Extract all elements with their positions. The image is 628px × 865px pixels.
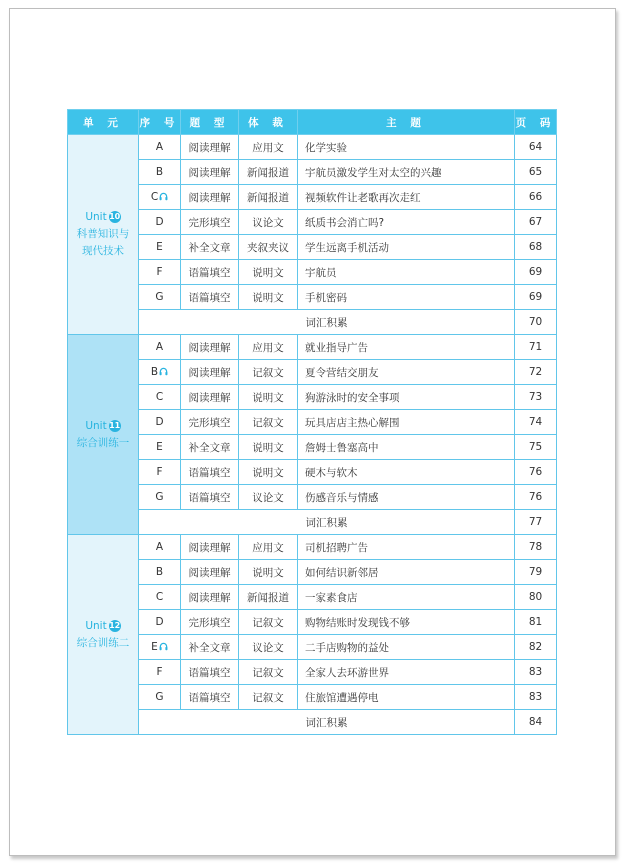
topic-cell: 伤感音乐与情感	[298, 485, 515, 510]
seq-cell	[139, 335, 181, 360]
seq-label: G	[155, 491, 164, 503]
seq-label: A	[155, 541, 164, 553]
genre-cell: 说明文	[239, 560, 298, 585]
genre-cell: 说明文	[239, 435, 298, 460]
topic-cell: 玩具店店主热心解围	[298, 410, 515, 435]
seq-cell	[139, 260, 181, 285]
genre-cell: 说明文	[239, 285, 298, 310]
vocab-page: 77	[515, 510, 557, 535]
type-cell: 阅读理解	[181, 535, 239, 560]
seq-cell	[139, 385, 181, 410]
unit-title-line: 现代技术	[82, 245, 124, 257]
seq-label: B	[155, 166, 164, 178]
type-cell: 补全文章	[181, 235, 239, 260]
seq-label: E	[151, 640, 158, 653]
page-cell: 65	[515, 160, 557, 185]
headphones-icon	[159, 367, 168, 379]
genre-cell: 记叙文	[239, 660, 298, 685]
page-cell: 71	[515, 335, 557, 360]
page-cell: 78	[515, 535, 557, 560]
seq-label: E	[156, 441, 163, 453]
table-row	[68, 335, 557, 360]
topic-cell: 狗游泳时的安全事项	[298, 385, 515, 410]
genre-cell: 说明文	[239, 260, 298, 285]
seq-label: C	[155, 591, 164, 603]
topic-cell: 如何结识新邻居	[298, 560, 515, 585]
header-type: 题 型	[181, 110, 239, 135]
type-cell: 阅读理解	[181, 560, 239, 585]
table-row	[68, 210, 557, 235]
seq-cell	[139, 635, 181, 660]
vocab-row	[68, 510, 557, 535]
vocab-page: 84	[515, 710, 557, 735]
vocab-row	[68, 310, 557, 335]
seq-cell	[139, 610, 181, 635]
seq-label: F	[156, 466, 163, 478]
page-cell: 76	[515, 460, 557, 485]
header-seq: 序 号	[139, 110, 181, 135]
topic-cell: 住旅馆遭遇停电	[298, 685, 515, 710]
type-cell: 阅读理解	[181, 185, 239, 210]
seq-label: E	[156, 241, 163, 253]
table-row	[68, 135, 557, 160]
seq-cell	[139, 460, 181, 485]
seq-cell	[139, 435, 181, 460]
seq-cell	[139, 360, 181, 385]
genre-cell: 记叙文	[239, 360, 298, 385]
type-cell: 语篇填空	[181, 460, 239, 485]
seq-cell	[139, 585, 181, 610]
page-cell: 69	[515, 260, 557, 285]
seq-cell	[139, 685, 181, 710]
page-cell: 83	[515, 685, 557, 710]
genre-cell: 记叙文	[239, 410, 298, 435]
table-row	[68, 185, 557, 210]
vocab-label: 词汇积累	[139, 710, 515, 735]
topic-cell: 视频软件让老歌再次走红	[298, 185, 515, 210]
seq-cell	[139, 210, 181, 235]
header-unit: 单 元	[68, 110, 139, 135]
genre-cell: 应用文	[239, 135, 298, 160]
seq-cell	[139, 160, 181, 185]
seq-label: C	[155, 391, 164, 403]
type-cell: 阅读理解	[181, 360, 239, 385]
unit-cell	[68, 135, 139, 335]
header-topic: 主 题	[298, 110, 515, 135]
type-cell: 阅读理解	[181, 585, 239, 610]
page-cell: 64	[515, 135, 557, 160]
unit-number-badge: 12	[109, 620, 121, 630]
genre-cell: 应用文	[239, 535, 298, 560]
type-cell: 补全文章	[181, 435, 239, 460]
genre-cell: 说明文	[239, 460, 298, 485]
topic-cell: 纸质书会消亡吗?	[298, 210, 515, 235]
genre-cell: 新闻报道	[239, 585, 298, 610]
type-cell: 阅读理解	[181, 135, 239, 160]
topic-cell: 宇航员激发学生对太空的兴趣	[298, 160, 515, 185]
header-genre: 体 裁	[239, 110, 298, 135]
page-cell: 72	[515, 360, 557, 385]
table-row	[68, 685, 557, 710]
seq-cell	[139, 660, 181, 685]
page-cell: 79	[515, 560, 557, 585]
genre-cell: 应用文	[239, 335, 298, 360]
vocab-label: 词汇积累	[139, 510, 515, 535]
type-cell: 补全文章	[181, 635, 239, 660]
type-cell: 语篇填空	[181, 685, 239, 710]
page-cell: 75	[515, 435, 557, 460]
topic-cell: 手机密码	[298, 285, 515, 310]
genre-cell: 议论文	[239, 485, 298, 510]
seq-label: D	[155, 216, 164, 228]
unit-number-badge: 11	[109, 420, 121, 430]
vocab-page: 70	[515, 310, 557, 335]
topic-cell: 化学实验	[298, 135, 515, 160]
type-cell: 完形填空	[181, 410, 239, 435]
seq-label: G	[155, 291, 164, 303]
type-cell: 阅读理解	[181, 160, 239, 185]
table-row	[68, 585, 557, 610]
table-row	[68, 560, 557, 585]
genre-cell: 说明文	[239, 385, 298, 410]
unit-title-line: 科普知识与	[76, 228, 130, 240]
page-cell: 69	[515, 285, 557, 310]
seq-cell	[139, 235, 181, 260]
topic-cell: 学生远离手机活动	[298, 235, 515, 260]
table-row	[68, 235, 557, 260]
unit-cell	[68, 535, 139, 735]
vocab-row	[68, 710, 557, 735]
table-row	[68, 260, 557, 285]
seq-label: F	[156, 666, 163, 678]
seq-cell	[139, 410, 181, 435]
type-cell: 完形填空	[181, 610, 239, 635]
seq-label: A	[155, 141, 164, 153]
seq-cell	[139, 535, 181, 560]
unit-title-line: 综合训练一	[76, 436, 130, 449]
table-row	[68, 635, 557, 660]
table-row	[68, 360, 557, 385]
table-row	[68, 460, 557, 485]
table-row	[68, 160, 557, 185]
headphones-icon	[159, 642, 168, 654]
page-cell: 81	[515, 610, 557, 635]
page-cell: 68	[515, 235, 557, 260]
type-cell: 语篇填空	[181, 260, 239, 285]
topic-cell: 宇航员	[298, 260, 515, 285]
header-page: 页 码	[515, 110, 557, 135]
type-cell: 语篇填空	[181, 485, 239, 510]
topic-cell: 司机招聘广告	[298, 535, 515, 560]
seq-label: B	[150, 365, 159, 378]
genre-cell: 记叙文	[239, 685, 298, 710]
page-cell: 66	[515, 185, 557, 210]
type-cell: 阅读理解	[181, 385, 239, 410]
seq-label: F	[156, 266, 163, 278]
topic-cell: 硬木与软木	[298, 460, 515, 485]
page-cell: 74	[515, 410, 557, 435]
page-cell: 80	[515, 585, 557, 610]
table-of-contents	[67, 109, 557, 735]
seq-cell	[139, 560, 181, 585]
seq-label: B	[155, 566, 164, 578]
topic-cell: 全家人去环游世界	[298, 660, 515, 685]
genre-cell: 新闻报道	[239, 160, 298, 185]
seq-label: G	[155, 691, 164, 703]
page-cell: 67	[515, 210, 557, 235]
table-row	[68, 410, 557, 435]
header-row	[68, 110, 557, 135]
seq-label: D	[155, 616, 164, 628]
seq-cell	[139, 485, 181, 510]
table-row	[68, 285, 557, 310]
table-row	[68, 660, 557, 685]
table-row	[68, 535, 557, 560]
unit-word: Unit	[85, 419, 107, 432]
seq-label: C	[150, 190, 159, 203]
seq-cell	[139, 185, 181, 210]
seq-cell	[139, 135, 181, 160]
topic-cell: 就业指导广告	[298, 335, 515, 360]
page-cell: 76	[515, 485, 557, 510]
table-row	[68, 435, 557, 460]
topic-cell: 购物结账时发现钱不够	[298, 610, 515, 635]
unit-number-badge: 10	[109, 212, 121, 221]
table-row	[68, 385, 557, 410]
seq-cell	[139, 285, 181, 310]
page-cell: 83	[515, 660, 557, 685]
topic-cell: 一家素食店	[298, 585, 515, 610]
unit-word: Unit	[85, 619, 107, 632]
unit-cell	[68, 335, 139, 535]
unit-title-line: 综合训练二	[76, 636, 130, 649]
genre-cell: 新闻报道	[239, 185, 298, 210]
genre-cell: 记叙文	[239, 610, 298, 635]
type-cell: 语篇填空	[181, 660, 239, 685]
topic-cell: 詹姆士鲁塞高中	[298, 435, 515, 460]
table-row	[68, 485, 557, 510]
type-cell: 完形填空	[181, 210, 239, 235]
headphones-icon	[159, 192, 168, 204]
page-cell: 82	[515, 635, 557, 660]
genre-cell: 议论文	[239, 635, 298, 660]
seq-label: D	[155, 416, 164, 428]
seq-label: A	[155, 341, 164, 353]
genre-cell: 夹叙夹议	[239, 235, 298, 260]
genre-cell: 议论文	[239, 210, 298, 235]
type-cell: 阅读理解	[181, 335, 239, 360]
unit-word: Unit	[85, 211, 107, 223]
type-cell: 语篇填空	[181, 285, 239, 310]
table-row	[68, 610, 557, 635]
vocab-label: 词汇积累	[139, 310, 515, 335]
page-cell: 73	[515, 385, 557, 410]
topic-cell: 二手店购物的益处	[298, 635, 515, 660]
topic-cell: 夏令营结交朋友	[298, 360, 515, 385]
